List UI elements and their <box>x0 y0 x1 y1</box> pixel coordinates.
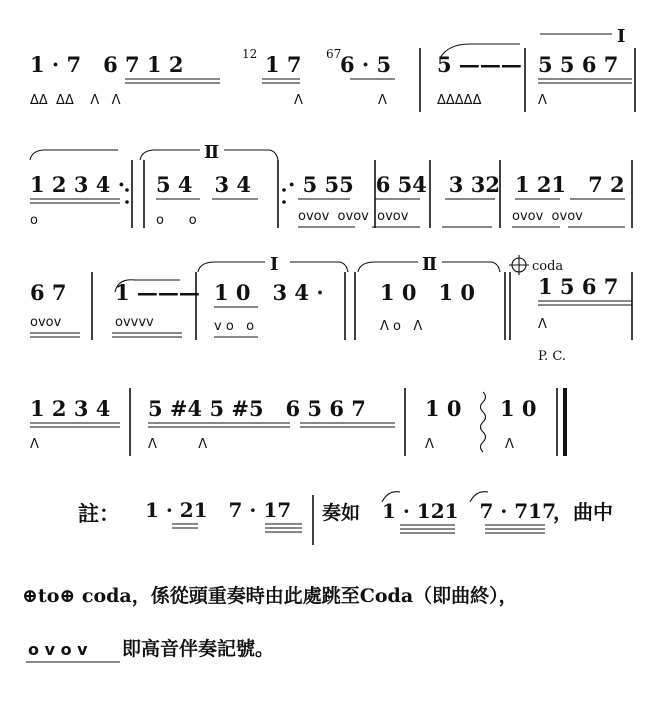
row1-notes-b: 1 7 <box>265 52 302 77</box>
row4-notes-b: 5 #4 5 #5 6 5 6 7 <box>148 396 366 421</box>
row3-accomp-c: v o o <box>214 319 255 334</box>
row3-accomp-b: ovvvv <box>115 315 154 330</box>
row1-accomp-c: Λ <box>378 93 387 108</box>
coda-label: coda <box>532 259 564 274</box>
notes-label: 註： <box>78 501 120 526</box>
row2-accomp-d: ovov ovov <box>512 209 583 224</box>
row2-notes-d: 1 21 7 2 <box>515 172 625 197</box>
score-row-2 <box>30 142 632 228</box>
pc-label: P. C. <box>538 349 566 364</box>
row1-accomp-d: ΔΔΔΔΔ <box>437 93 482 108</box>
row1-notes-d: 5 ——— <box>437 52 522 77</box>
notes-line-2: ⊕to⊕ coda，係從頭重奏時由此處跳至Coda（即曲終）， <box>22 585 518 607</box>
row3-accomp-e: Λ <box>538 317 547 332</box>
row2-notes-c: · 5 55 6 54 3 32 <box>288 172 500 197</box>
arpeggio-wave-icon <box>481 392 486 452</box>
notes-line-3-text: 即高音伴奏記號。 <box>122 638 275 660</box>
row1-grace-2: 67 <box>326 47 342 61</box>
notes-suffix: ，曲中 <box>553 500 613 524</box>
row4-notes-c: 1 0 <box>425 396 462 421</box>
row1-notes-e: 5 5 6 7 <box>538 52 619 77</box>
row3-notes-d: 1 0 1 0 <box>380 280 476 305</box>
row3-notes-a: 6 7 <box>30 280 67 305</box>
row1-accomp-a: ΔΔ ΔΔ Λ Λ <box>30 93 121 108</box>
volta-2-label: Ⅱ <box>204 142 220 163</box>
row4-accomp-a: Λ <box>30 437 39 452</box>
score-row-4 <box>30 388 565 456</box>
row3-volta-2: Ⅱ <box>422 254 438 275</box>
played-prefix: 奏如 <box>322 502 361 524</box>
row1-accomp-e: Λ <box>538 93 547 108</box>
row4-accomp-d: Λ <box>505 437 514 452</box>
row3-notes-b: 1 ——— <box>115 280 200 305</box>
notes-section <box>0 460 672 707</box>
row1-grace-1: 12 <box>242 47 258 61</box>
row4-notes-a: 1 2 3 4 <box>30 396 111 421</box>
row2-accomp-a: o <box>30 213 38 228</box>
notes-line-1 <box>78 492 613 545</box>
coda-symbol-icon <box>509 255 529 275</box>
score-row-3 <box>30 254 632 364</box>
row3-notes-c: 1 0 3 4 · <box>214 280 324 305</box>
row1-notes-c: 6 · 5 <box>340 52 392 77</box>
played-example: 1 · 121 7 · 717 <box>382 499 556 523</box>
row3-volta-1: Ⅰ <box>270 254 279 275</box>
row2-accomp-b: o o <box>156 213 197 228</box>
accompaniment-symbols: o v o v <box>28 640 88 659</box>
row3-accomp-d: Λ o Λ <box>380 319 423 334</box>
row3-accomp-a: ovov <box>30 315 62 330</box>
row2-notes-a: 1 2 3 4 · <box>30 172 126 197</box>
notes-line-3 <box>26 637 274 662</box>
row4-accomp-c: Λ <box>425 437 434 452</box>
score-row-1 <box>30 26 635 112</box>
row4-notes-d: 1 0 <box>500 396 537 421</box>
row2-notes-b: 5 4 3 4 <box>156 172 252 197</box>
written-example: 1 · 21 7 · 17 <box>145 498 292 522</box>
row2-accomp-c: ovov ovov ovov <box>298 209 409 224</box>
volta-1-label: Ⅰ <box>617 26 626 47</box>
row1-accomp-b: Λ <box>294 93 303 108</box>
row4-accomp-b: Λ Λ <box>148 437 208 452</box>
row3-notes-e: 1 5 6 7 <box>538 274 619 299</box>
row1-notes-a: 1 · 7 6 7 1 2 <box>30 52 184 77</box>
